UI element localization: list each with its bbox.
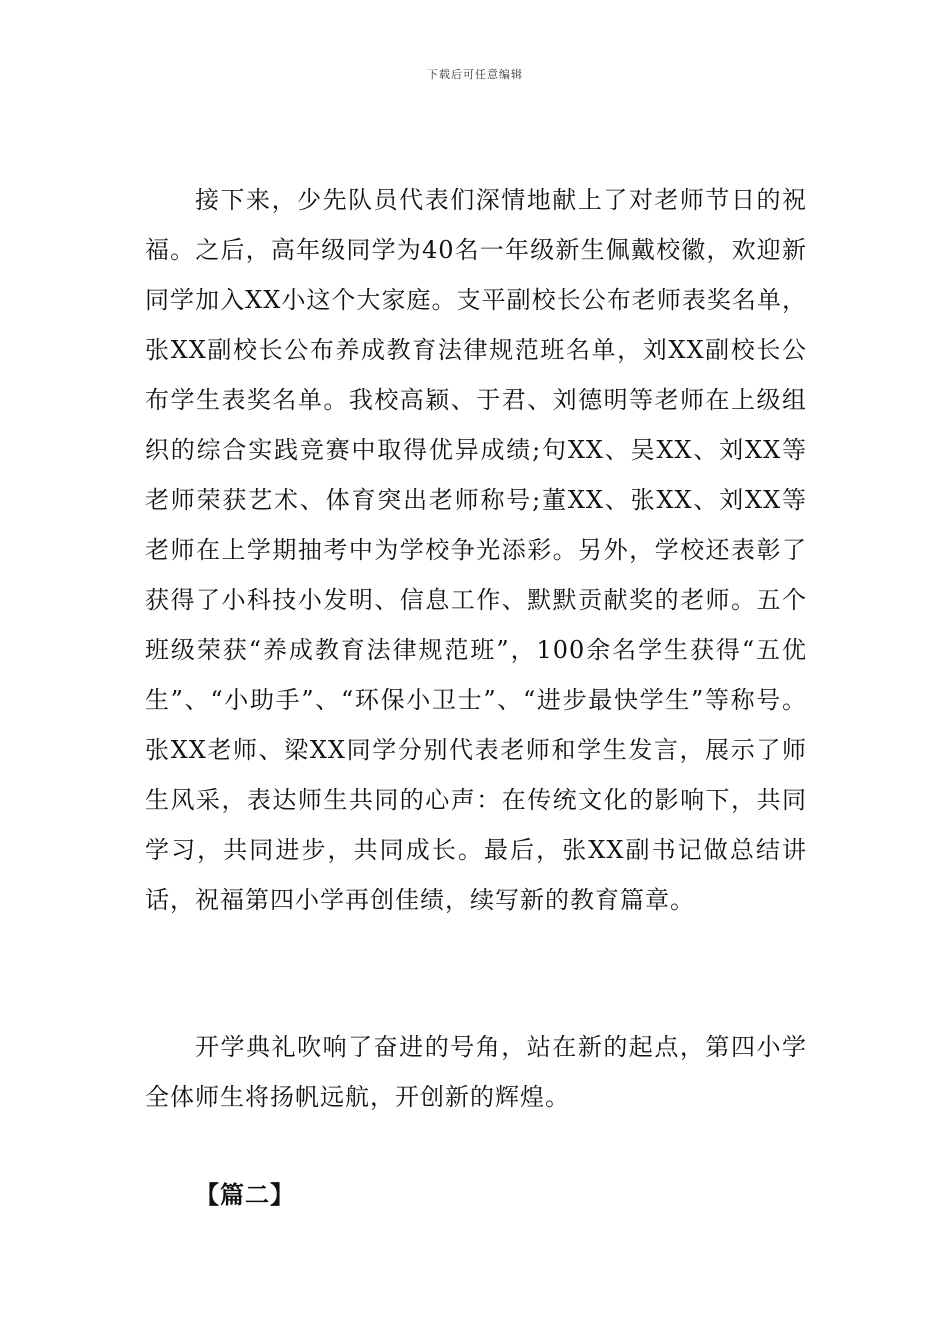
section-heading: 【篇二】 xyxy=(195,1180,295,1209)
body-paragraph-1: 接下来，少先队员代表们深情地献上了对老师节日的祝福。之后，高年级同学为40名一年级新生佩戴校徽，欢迎新同学加入XX小这个大家庭。支平副校长公布老师表奖名单，张XX副校长公布养成教育法律规范班名单，刘XX副校长公布学生表奖名单。我校高颖、于君、刘德明等老师在上级组织的综合实践竞赛中取得优异成绩;句XX、吴XX、刘XX等老师荣获艺术、体育突出老师称号;董XX、张XX、刘XX等老师在上学期抽考中为学校争光添彩。另外，学校还表彰了获得了小科技小发明、信息工作、默默贡献奖的老师。五个班级荣获“养成教育法律规范班”，100余名学生获得“五优生”、“小助手”、“环保小卫士”、“进步最快学生”等称号。张XX老师、梁XX同学分别代表老师和学生发言，展示了师生风采，表达师生共同的心声：在传统文化的影响下，共同学习，共同进步，共同成长。最后，张XX副书记做总结讲话，祝福第四小学再创佳绩，续写新的教育篇章。 xyxy=(145,186,807,914)
page-header-note: 下载后可任意编辑 xyxy=(427,68,523,81)
body-paragraph-2: 开学典礼吹响了奋进的号角，站在新的起点，第四小学全体师生将扬帆远航，开创新的辉煌。 xyxy=(145,1033,807,1111)
